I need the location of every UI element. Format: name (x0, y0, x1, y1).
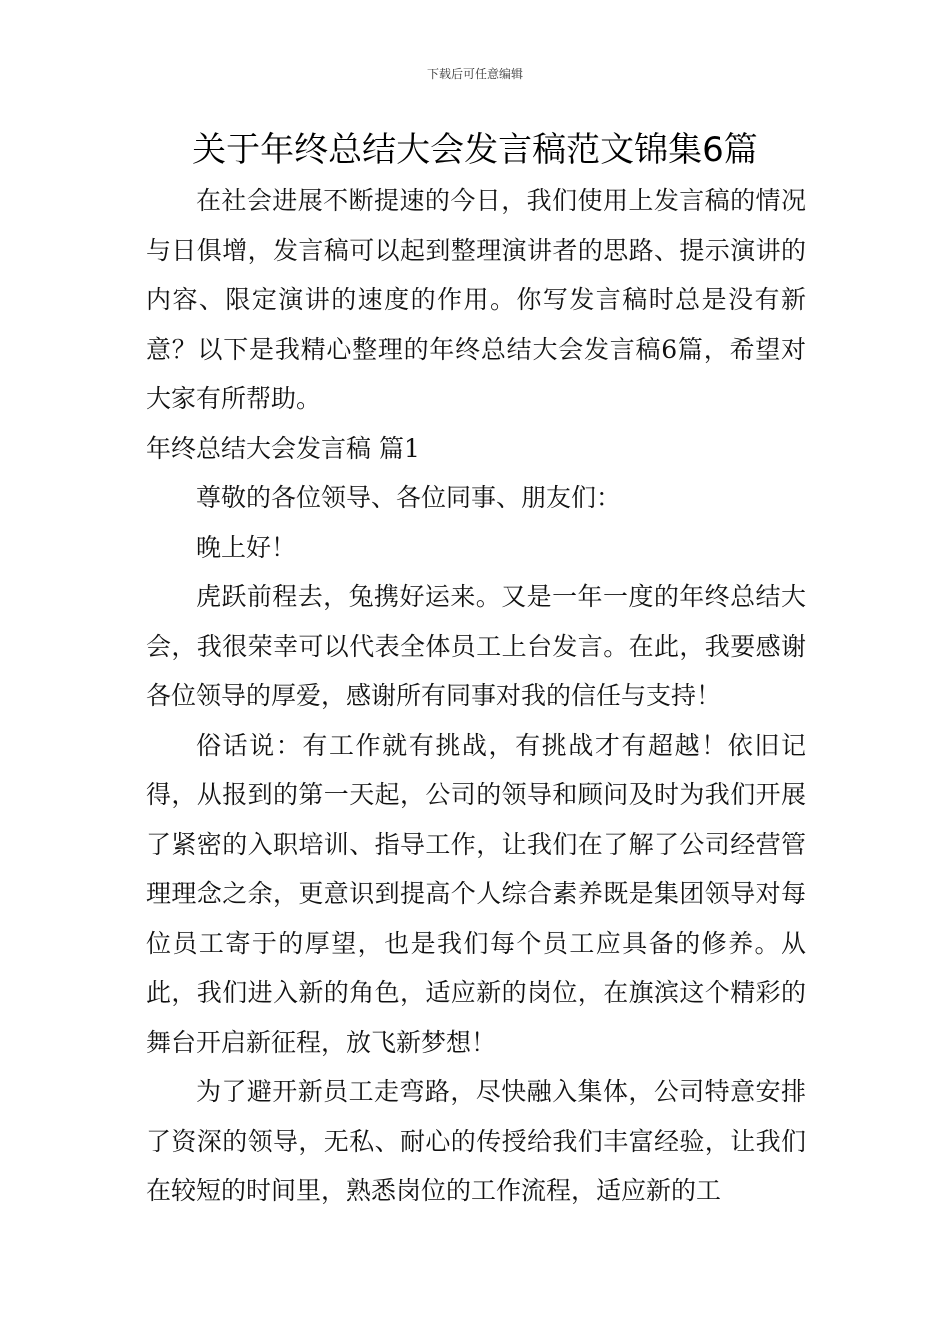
document-title: 关于年终总结大会发言稿范文锦集6篇 (192, 130, 758, 170)
salutation: 尊敬的各位领导、各位同事、朋友们： (196, 483, 622, 512)
greeting: 晚上好！ (196, 532, 297, 562)
document-body (146, 176, 806, 1216)
intro-paragraph: 在社会进展不断提速的今日，我们使用上发言稿的情况与日俱增，发言稿可以起到整理演讲者的思路、提示演讲的内容、限定演讲的速度的作用。你写发言稿时总是没有新意？以下是我精心整理的年终总结大会发言稿6篇，希望对大家有所帮助。 (146, 186, 806, 413)
body-paragraph: 俗话说：有工作就有挑战，有挑战才有超越！依旧记得，从报到的第一天起，公司的领导和顾问及时为我们开展了紧密的入职培训、指导工作，让我们在了解了公司经营管理理念之余，更意识到提高个人综合素养既是集团领导对每位员工寄于的厚望，也是我们每个员工应具备的修养。从此，我们进入新的角色，适应新的岗位，在旗滨这个精彩的舞台开启新征程，放飞新梦想！ (146, 730, 806, 1057)
body-paragraph: 虎跃前程去，兔携好运来。又是一年一度的年终总结大会，我很荣幸可以代表全体员工上台发言。在此，我要感谢各位领导的厚爱，感谢所有同事对我的信任与支持！ (146, 582, 806, 710)
header-note: 下载后可任意编辑 (426, 67, 523, 81)
section-heading: 年终总结大会发言稿 篇1 (146, 433, 420, 463)
body-paragraph: 为了避开新员工走弯路，尽快融入集体，公司特意安排了资深的领导，无私、耐心的传授给我们丰富经验，让我们在较短的时间里，熟悉岗位的工作流程，适应新的工 (146, 1077, 806, 1205)
